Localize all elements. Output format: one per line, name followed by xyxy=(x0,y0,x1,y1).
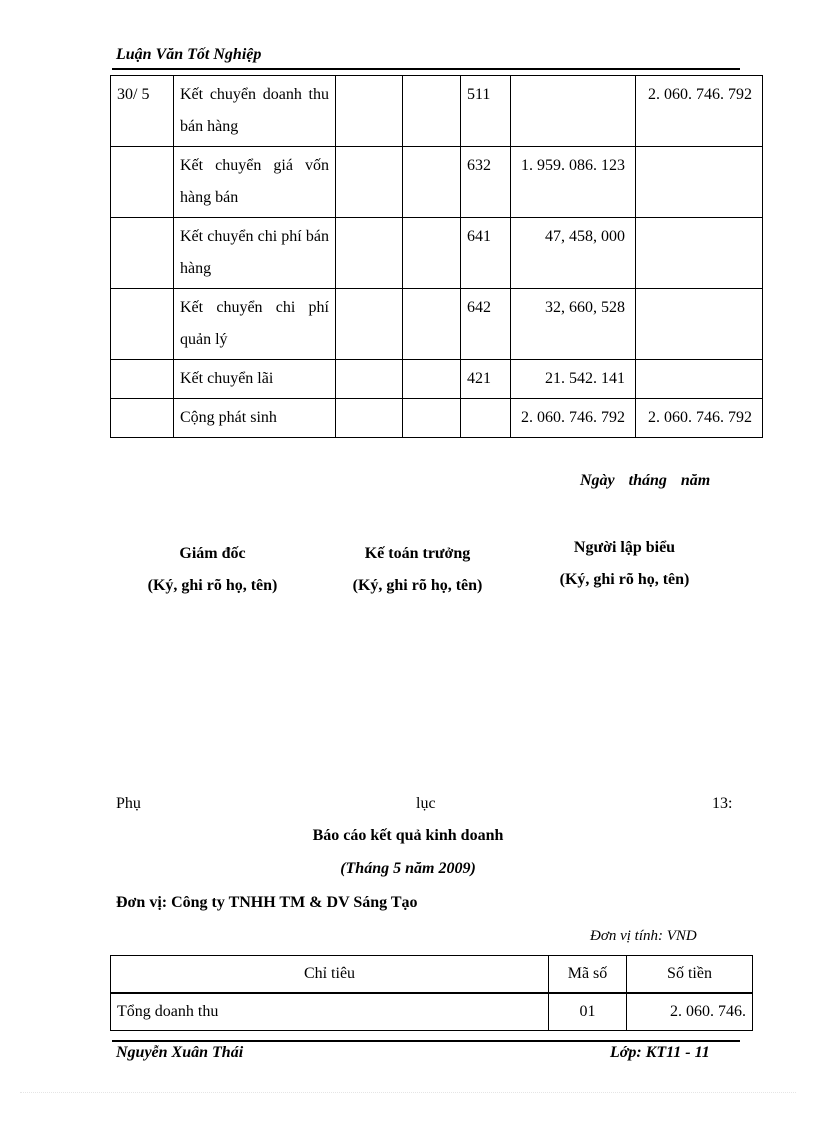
signature-note: (Ký, ghi rõ họ, tên) xyxy=(352,577,483,594)
date-line: Ngày tháng năm xyxy=(580,472,711,489)
report-unit: Đơn vị: Công ty TNHH TM & DV Sáng Tạo xyxy=(116,894,418,911)
ledger-debit xyxy=(511,76,636,147)
ledger-description: Kết chuyển doanh thu bán hàng xyxy=(174,76,336,147)
ledger-description: Kết chuyển chi phí quản lý xyxy=(174,289,336,360)
ledger-credit xyxy=(636,218,763,289)
ledger-credit xyxy=(636,289,763,360)
table-row xyxy=(111,360,763,399)
appendix-number: 13: xyxy=(712,795,733,812)
ledger-table xyxy=(110,75,763,438)
ledger-account: 642 xyxy=(461,289,511,360)
signature-block-preparer xyxy=(532,532,717,596)
page-edge-divider xyxy=(20,1092,796,1093)
table-header-row xyxy=(111,956,753,994)
ledger-debit: 32, 660, 528 xyxy=(511,289,636,360)
signature-block-chief-accountant xyxy=(325,538,510,602)
signature-role: Người lập biểu xyxy=(573,539,676,556)
appendix-word-2: lục xyxy=(416,795,436,812)
ledger-date xyxy=(111,399,174,438)
ledger-date xyxy=(111,289,174,360)
ledger-description: Kết chuyển giá vốn hàng bán xyxy=(174,147,336,218)
signature-note: (Ký, ghi rõ họ, tên) xyxy=(559,571,690,588)
ledger-account: 632 xyxy=(461,147,511,218)
currency-note: Đơn vị tính: VND xyxy=(590,928,697,944)
footer-rule xyxy=(112,1040,740,1042)
signature-note: (Ký, ghi rõ họ, tên) xyxy=(147,577,278,594)
signature-block-director xyxy=(120,538,305,602)
table-row xyxy=(111,993,753,1031)
signature-role: Giám đốc xyxy=(179,545,246,562)
footer-class: Lớp: KT11 - 11 xyxy=(610,1044,710,1061)
ledger-debit: 1. 959. 086. 123 xyxy=(511,147,636,218)
table-row xyxy=(111,76,763,147)
ledger-description: Kết chuyển lãi xyxy=(174,360,336,399)
ledger-account: 641 xyxy=(461,218,511,289)
report-period: (Tháng 5 năm 2009) xyxy=(340,860,476,877)
ledger-date xyxy=(111,147,174,218)
table-row xyxy=(111,147,763,218)
report-table xyxy=(110,955,753,1031)
report-title: Báo cáo kết quả kinh doanh xyxy=(312,827,504,844)
appendix-word-1: Phụ xyxy=(116,795,141,812)
ledger-date xyxy=(111,218,174,289)
footer-author: Nguyễn Xuân Thái xyxy=(116,1044,244,1061)
ledger-credit xyxy=(636,147,763,218)
document-header-title: Luận Văn Tốt Nghiệp xyxy=(116,46,262,63)
ledger-debit: 21. 542. 141 xyxy=(511,360,636,399)
ledger-date xyxy=(111,360,174,399)
header-amount: Số tiền xyxy=(627,956,753,994)
ledger-account: 421 xyxy=(461,360,511,399)
header-code: Mã số xyxy=(549,956,627,994)
ledger-account xyxy=(461,399,511,438)
ledger-date: 30/ 5 xyxy=(111,76,174,147)
ledger-credit: 2. 060. 746. 792 xyxy=(636,76,763,147)
ledger-description: Cộng phát sinh xyxy=(174,399,336,438)
ledger-debit: 2. 060. 746. 792 xyxy=(511,399,636,438)
ledger-description: Kết chuyển chi phí bán hàng xyxy=(174,218,336,289)
ledger-credit xyxy=(636,360,763,399)
report-code: 01 xyxy=(549,993,627,1031)
report-amount: 2. 060. 746. xyxy=(627,993,753,1031)
signature-role: Kế toán trưởng xyxy=(364,545,471,562)
report-item: Tổng doanh thu xyxy=(111,993,549,1031)
header-rule xyxy=(112,68,740,70)
header-item: Chỉ tiêu xyxy=(111,956,549,994)
ledger-debit: 47, 458, 000 xyxy=(511,218,636,289)
ledger-credit: 2. 060. 746. 792 xyxy=(636,399,763,438)
table-row xyxy=(111,218,763,289)
table-row xyxy=(111,289,763,360)
ledger-account: 511 xyxy=(461,76,511,147)
table-row xyxy=(111,399,763,438)
